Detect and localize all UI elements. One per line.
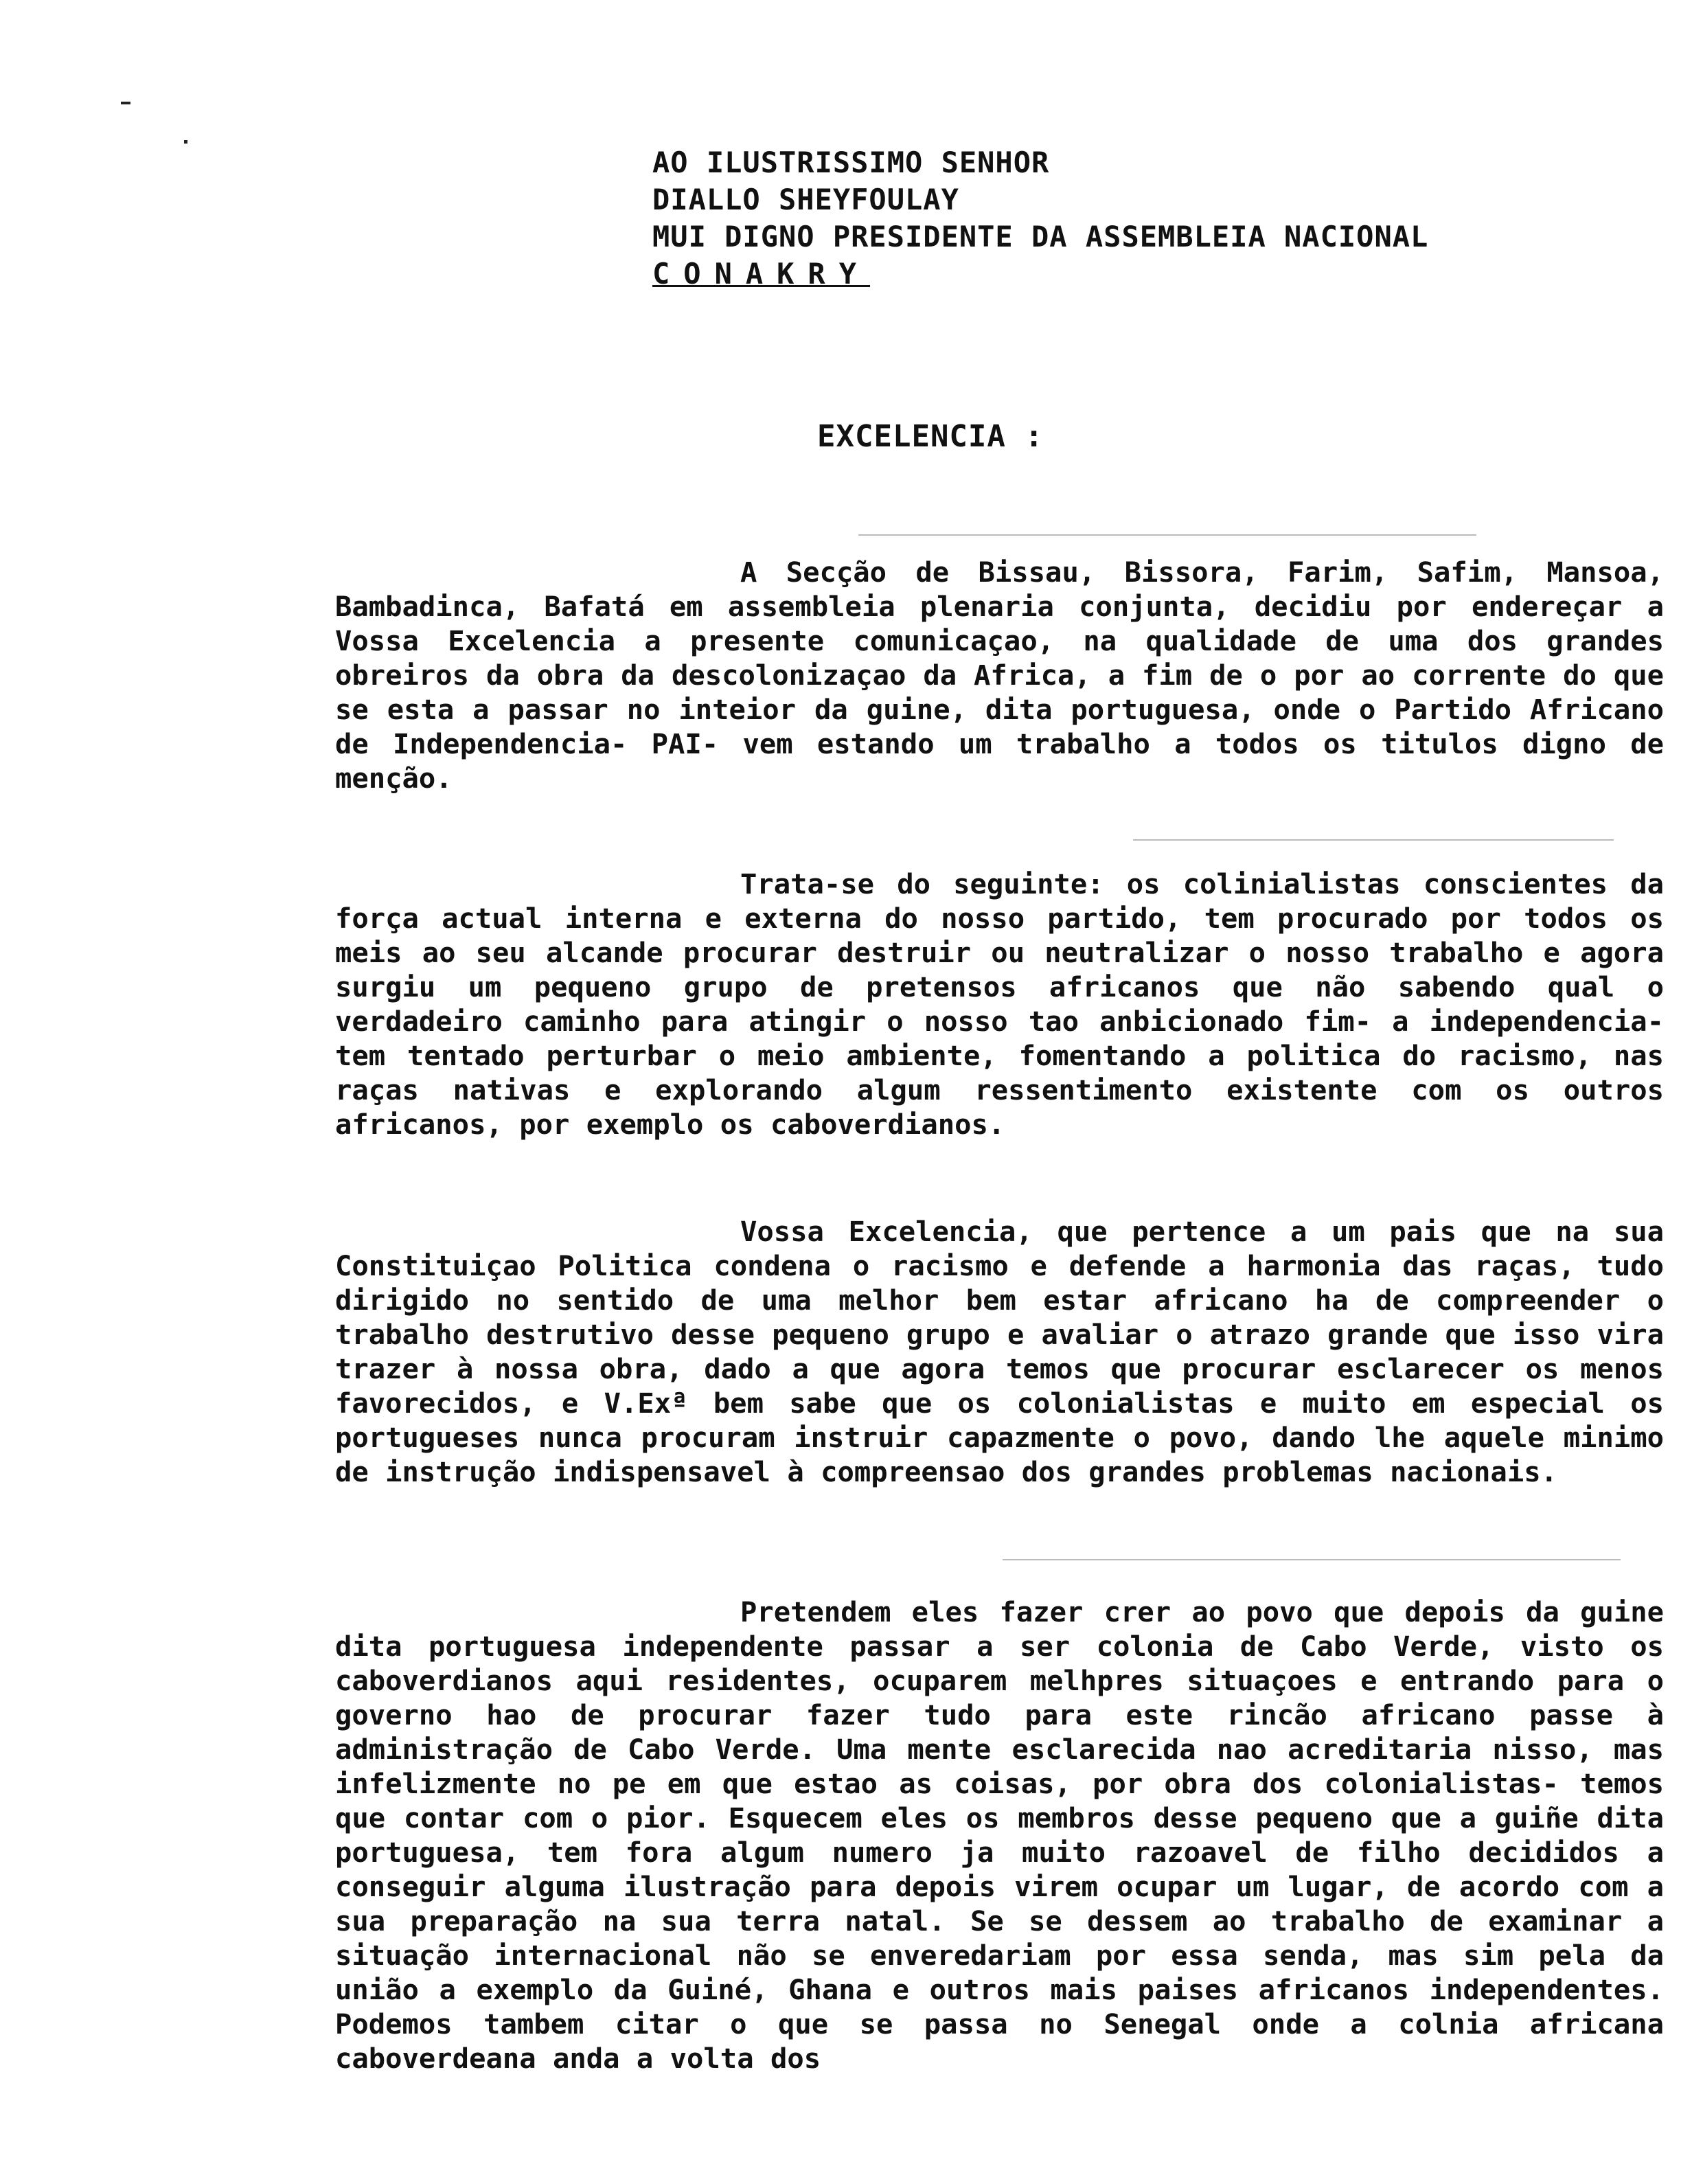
addressee-line: MUI DIGNO PRESIDENTE DA ASSEMBLEIA NACIONAL: [652, 220, 1429, 253]
paragraph-text: Vossa Excelencia, que pertence a um pais que na sua Constituiçao Politica condena o racismo e defende a harmonia das raças, tudo dirigido no sentido de uma melhor bem estar africano ha de compreender o trabalho destrutivo desse pequeno grupo e avaliar o atrazo grande que isso vira trazer à nossa obra, dado a que agora temos que procurar esclarecer os menos favorecidos, e V.Exª bem sabe que os colonialistas e muito em especial os portugueses nunca procuram instruir capazmente o povo, dando lhe aquele minimo de instrução indispensavel à compreensao dos grandes problemas nacionais.: [335, 1215, 1664, 1488]
addressee-block: [652, 144, 1614, 293]
body-paragraph: [335, 555, 1664, 795]
addressee-city: CONAKRY: [652, 257, 871, 291]
scan-speck: [184, 140, 187, 144]
addressee-line: DIALLO SHEYFOULAY: [652, 183, 959, 216]
scan-artifact: [858, 534, 1476, 536]
body-paragraph: [335, 1214, 1664, 1489]
body-paragraph: [335, 867, 1664, 1141]
addressee-line: AO ILUSTRISSIMO SENHOR: [652, 146, 1050, 179]
scan-speck: [121, 102, 130, 104]
salutation: EXCELENCIA :: [817, 419, 1044, 454]
paragraph-text: Pretendem eles fazer crer ao povo que depois da guine dita portuguesa independente passar a ser colonia de Cabo Verde, visto os caboverdianos aqui residentes, ocuparem melhpres situaçoes e entrando para o governo hao de procurar fazer tudo para este rincão africano passe à administração de Cabo Verde. Uma mente esclarecida nao acreditaria nisso, mas infelizmente no pe em que estao as coisas, por obra dos colonialistas- temos que contar com o pior. Esquecem eles os membros desse pequeno que a guiñe dita portuguesa, tem fora algum numero ja muito razoavel de filho decididos a conseguir alguma ilustração para depois virem ocupar um lugar, de acordo com a sua preparação na sua terra natal. Se se dessem ao trabalho de examinar a situação internacional não se enveredariam por essa senda, mas sim pela da união a exemplo da Guiné, Ghana e outros mais paises africanos independentes. Podemos tambem citar o que se passa no Senegal onde a colnia africana caboverdeana anda a volta dos: [335, 1595, 1664, 2075]
paragraph-text: A Secção de Bissau, Bissora, Farim, Safim, Mansoa, Bambadinca, Bafatá em assembleia plenaria conjunta, decidiu por endereçar a Vossa Excelencia a presente comunicaçao, na qualidade de uma dos grandes obreiros da obra da descolonizaçao da Africa, a fim de o por ao corrente do que se esta a passar no inteior da guine, dita portuguesa, onde o Partido Africano de Independencia- PAI- vem estando um trabalho a todos os titulos digno de menção.: [335, 556, 1664, 795]
scan-artifact: [1003, 1559, 1621, 1560]
body-paragraph: [335, 1595, 1664, 2075]
scan-artifact: [1133, 839, 1614, 841]
paragraph-text: Trata-se do seguinte: os colinialistas conscientes da força actual interna e externa do nosso partido, tem procurado por todos os meis ao seu alcande procurar destruir ou neutralizar o nosso trabalho e agora surgiu um pequeno grupo de pretensos africanos que não sabendo qual o verdadeiro caminho para atingir o nosso tao anbicionado fim- a independencia- tem tentado perturbar o meio ambiente, fomentando a politica do racismo, nas raças nativas e explorando algum ressentimento existente com os outros africanos, por exemplo os caboverdianos.: [335, 867, 1664, 1141]
